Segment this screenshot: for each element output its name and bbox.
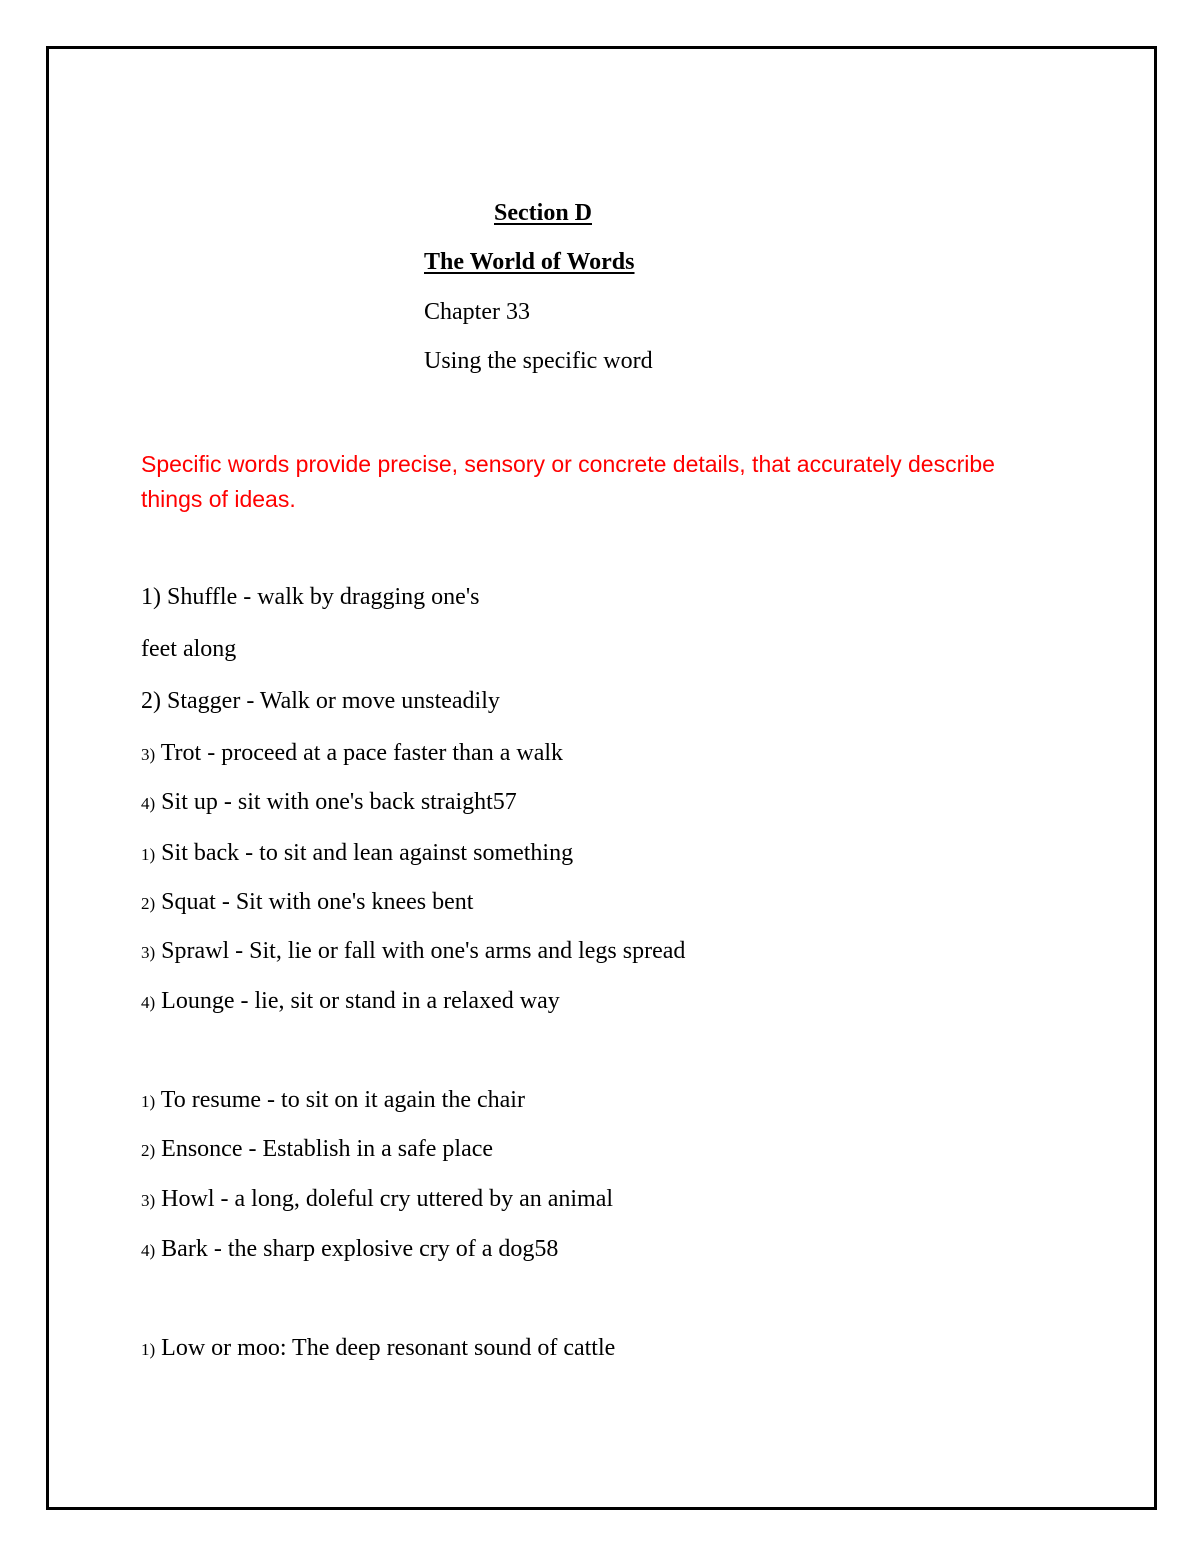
list-item-text: Trot - proceed at a pace faster than a walk [155, 740, 564, 766]
list-item-text: Howl - a long, doleful cry uttered by an animal [155, 1186, 614, 1212]
section-heading: Section D [494, 200, 592, 226]
list-item-text: Sit up - sit with one's back straight57 [155, 789, 517, 815]
list-item-text: Sit back - to sit and lean against something [155, 840, 574, 866]
list-item-number: 3) [141, 1191, 156, 1210]
list-item [141, 1235, 558, 1265]
list-item-number: 1) [141, 845, 156, 864]
list-item-number: 4) [141, 794, 156, 813]
list-item [141, 635, 236, 663]
list-item [141, 687, 500, 715]
list-item-text: To resume - to sit on it again the chair [155, 1087, 525, 1113]
list-item-text: Sprawl - Sit, lie or fall with one's arms and legs spread [155, 938, 686, 964]
list-item-number: 1) [141, 1092, 156, 1111]
list-item [141, 987, 560, 1017]
list-item-text: Stagger - Walk or move unsteadily [161, 688, 500, 714]
title-heading: The World of Words [424, 249, 635, 275]
list-item-number: 2) [141, 894, 156, 913]
list-item-text: Low or moo: The deep resonant sound of cattle [155, 1335, 616, 1361]
list-item-number: 3) [141, 943, 156, 962]
list-item-number: 4) [141, 1241, 156, 1260]
list-item [141, 1334, 615, 1364]
list-item-number: 2) [141, 688, 161, 714]
list-item [141, 888, 473, 918]
list-item-text: Bark - the sharp explosive cry of a dog58 [155, 1236, 559, 1262]
list-item [141, 583, 480, 611]
subtitle-label: Using the specific word [424, 348, 653, 374]
list-item-text: Shuffle - walk by dragging one's [161, 584, 480, 610]
list-item-text: Squat - Sit with one's knees bent [155, 889, 474, 915]
list-item-number: 1) [141, 1340, 156, 1359]
chapter-label: Chapter 33 [424, 299, 530, 325]
list-item [141, 839, 573, 869]
list-item-text: Ensonce - Establish in a safe place [155, 1136, 494, 1162]
list-item [141, 788, 517, 818]
list-item-number: 4) [141, 993, 156, 1012]
list-item-number: 3) [141, 745, 156, 764]
list-item-text: Lounge - lie, sit or stand in a relaxed way [155, 988, 560, 1014]
list-item [141, 937, 685, 967]
list-item-text: feet along [141, 636, 237, 662]
list-item [141, 1135, 493, 1165]
list-item-number: 2) [141, 1141, 156, 1160]
list-item [141, 739, 563, 769]
intro-paragraph: Specific words provide precise, sensory or concrete details, that accurately describe things of ideas. [141, 451, 995, 512]
list-item-number: 1) [141, 584, 161, 610]
list-item [141, 1185, 613, 1215]
list-item [141, 1086, 525, 1116]
